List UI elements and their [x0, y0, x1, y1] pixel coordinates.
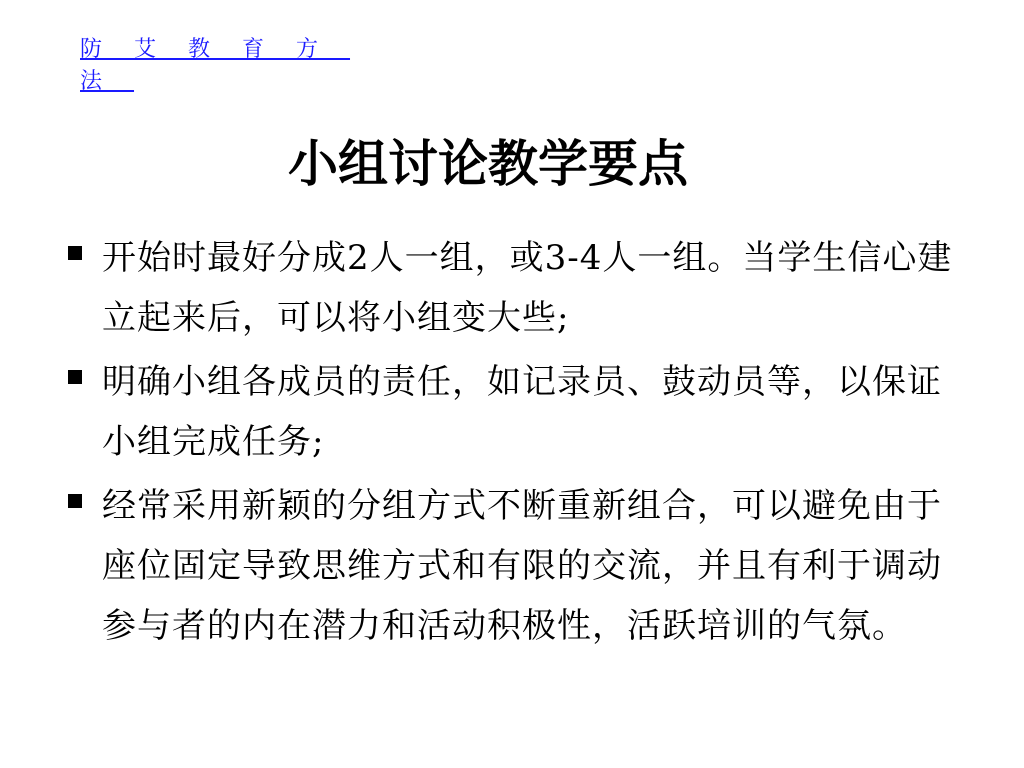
square-bullet-icon — [68, 246, 82, 260]
bullet-item — [64, 352, 974, 472]
bullet-text: 经常采用新颖的分组方式不断重新组合，可以避免由于座位固定导致思维方式和有限的交流，并且有利于调动参与者的内在潜力和活动积极性，活跃培训的气氛。 — [102, 486, 942, 646]
square-bullet-icon — [68, 370, 82, 384]
bullet-item — [64, 476, 974, 656]
bullet-item — [64, 228, 974, 348]
bullet-list — [64, 228, 974, 660]
bullet-text: 开始时最好分成2人一组，或3-4人一组。当学生信心建立起来后，可以将小组变大些; — [102, 238, 953, 338]
bullet-text: 明确小组各成员的责任，如记录员、鼓动员等，以保证小组完成任务; — [102, 362, 942, 462]
header-link[interactable]: 防艾教育方法 — [80, 37, 351, 94]
square-bullet-icon — [68, 494, 82, 508]
slide-title: 小组讨论教学要点 — [288, 134, 688, 193]
